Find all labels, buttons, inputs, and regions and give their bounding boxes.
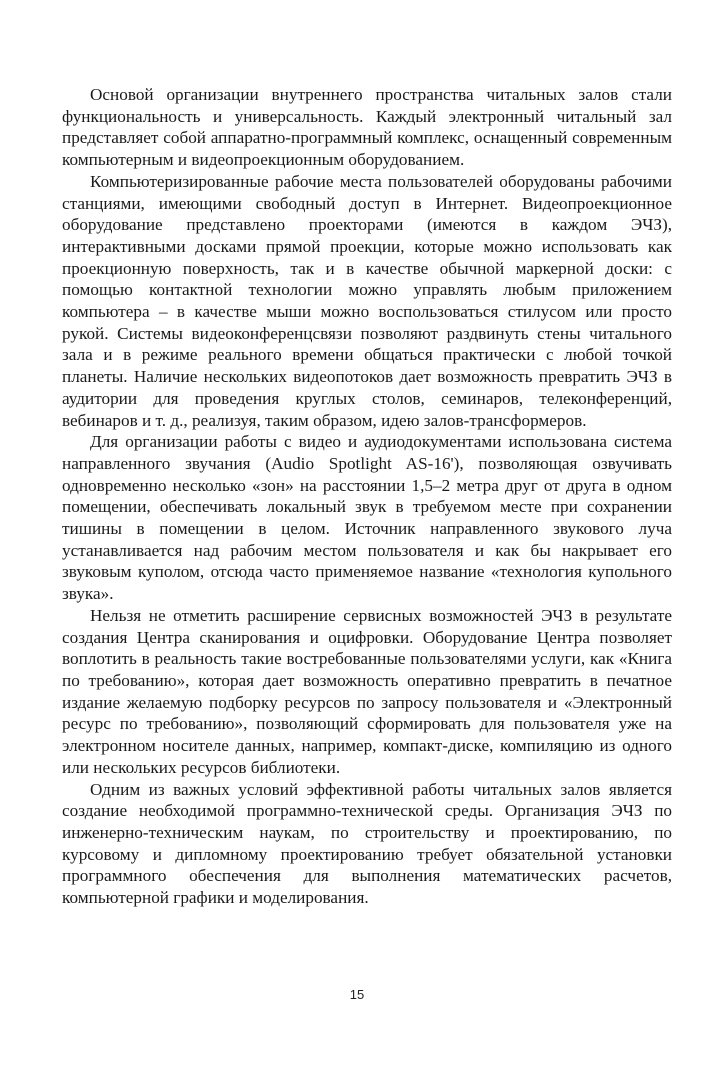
paragraph-1: Основой организации внутреннего пространства читальных залов стали функциональность и универсальность. Каждый электронный читальный зал представляет собой аппаратно-программный комплекс, оснащенный современным компьютерным и видеопроекционным оборудованием.	[62, 85, 672, 170]
paragraph-4: Нельзя не отметить расширение сервисных возможностей ЭЧЗ в результате создания Центра сканирования и оцифровки. Оборудование Центра позволяет воплотить в реальность такие востребованные пользователями услуги, как «Книга по требованию», которая дает возможность оперативно превратить в печатное издание желаемую подборку ресурсов по запросу пользователя и «Электронный ресурс по требованию», позволяющий сформировать для пользователя уже на электронном носителе данных, например, компакт-диске, компиляцию из одного или нескольких ресурсов библиотеки.	[62, 605, 672, 777]
paragraph-5: Одним из важных условий эффективной работы читальных залов является создание необходимой программно-технической среды. Организация ЭЧЗ по инженерно-техническим наукам, по строительству и проектированию, по курсовому и дипломному проектированию требует обязательной установки программного обеспечения для выполнения математических расчетов, компьютерной графики и моделирования.	[62, 779, 672, 908]
paragraph-3: Для организации работы с видео и аудиодокументами использована система направленного звучания (Audio Spotlight AS-16'), позволяющая озвучивать одновременно несколько «зон» на расстоянии 1,5–2 метра друг от друга в одном помещении, обеспечивать локальный звук в требуемом месте при сохранении тишины в помещении в целом. Источник направленного звукового луча устанавливается над рабочим местом пользователя и как бы накрывает его звуковым куполом, отсюда часто применяемое название «технология купольного звука».	[62, 432, 672, 604]
body-text	[62, 84, 672, 909]
paragraph-2: Компьютеризированные рабочие места пользователей оборудованы рабочими станциями, имеющими свободный доступ в Интернет. Видеопроекционное оборудование представлено проекторами (имеются в каждом ЭЧЗ), интерактивными досками прямой проекции, которые можно использовать как проекционную поверхность, так и в качестве обычной маркерной доски: с помощью контактной технологии можно управлять любым приложением компьютера – в качестве мыши можно воспользоваться стилусом или просто рукой. Системы видеоконференцсвязи позволяют раздвинуть стены читального зала и в режиме реального времени общаться практически с любой точкой планеты. Наличие нескольких видеопотоков дает возможность превратить ЭЧЗ в аудитории для проведения круглых столов, семинаров, телеконференций, вебинаров и т. д., реализуя, таким образом, идею залов-трансформеров.	[62, 171, 672, 430]
page-number: 15	[349, 987, 365, 1002]
